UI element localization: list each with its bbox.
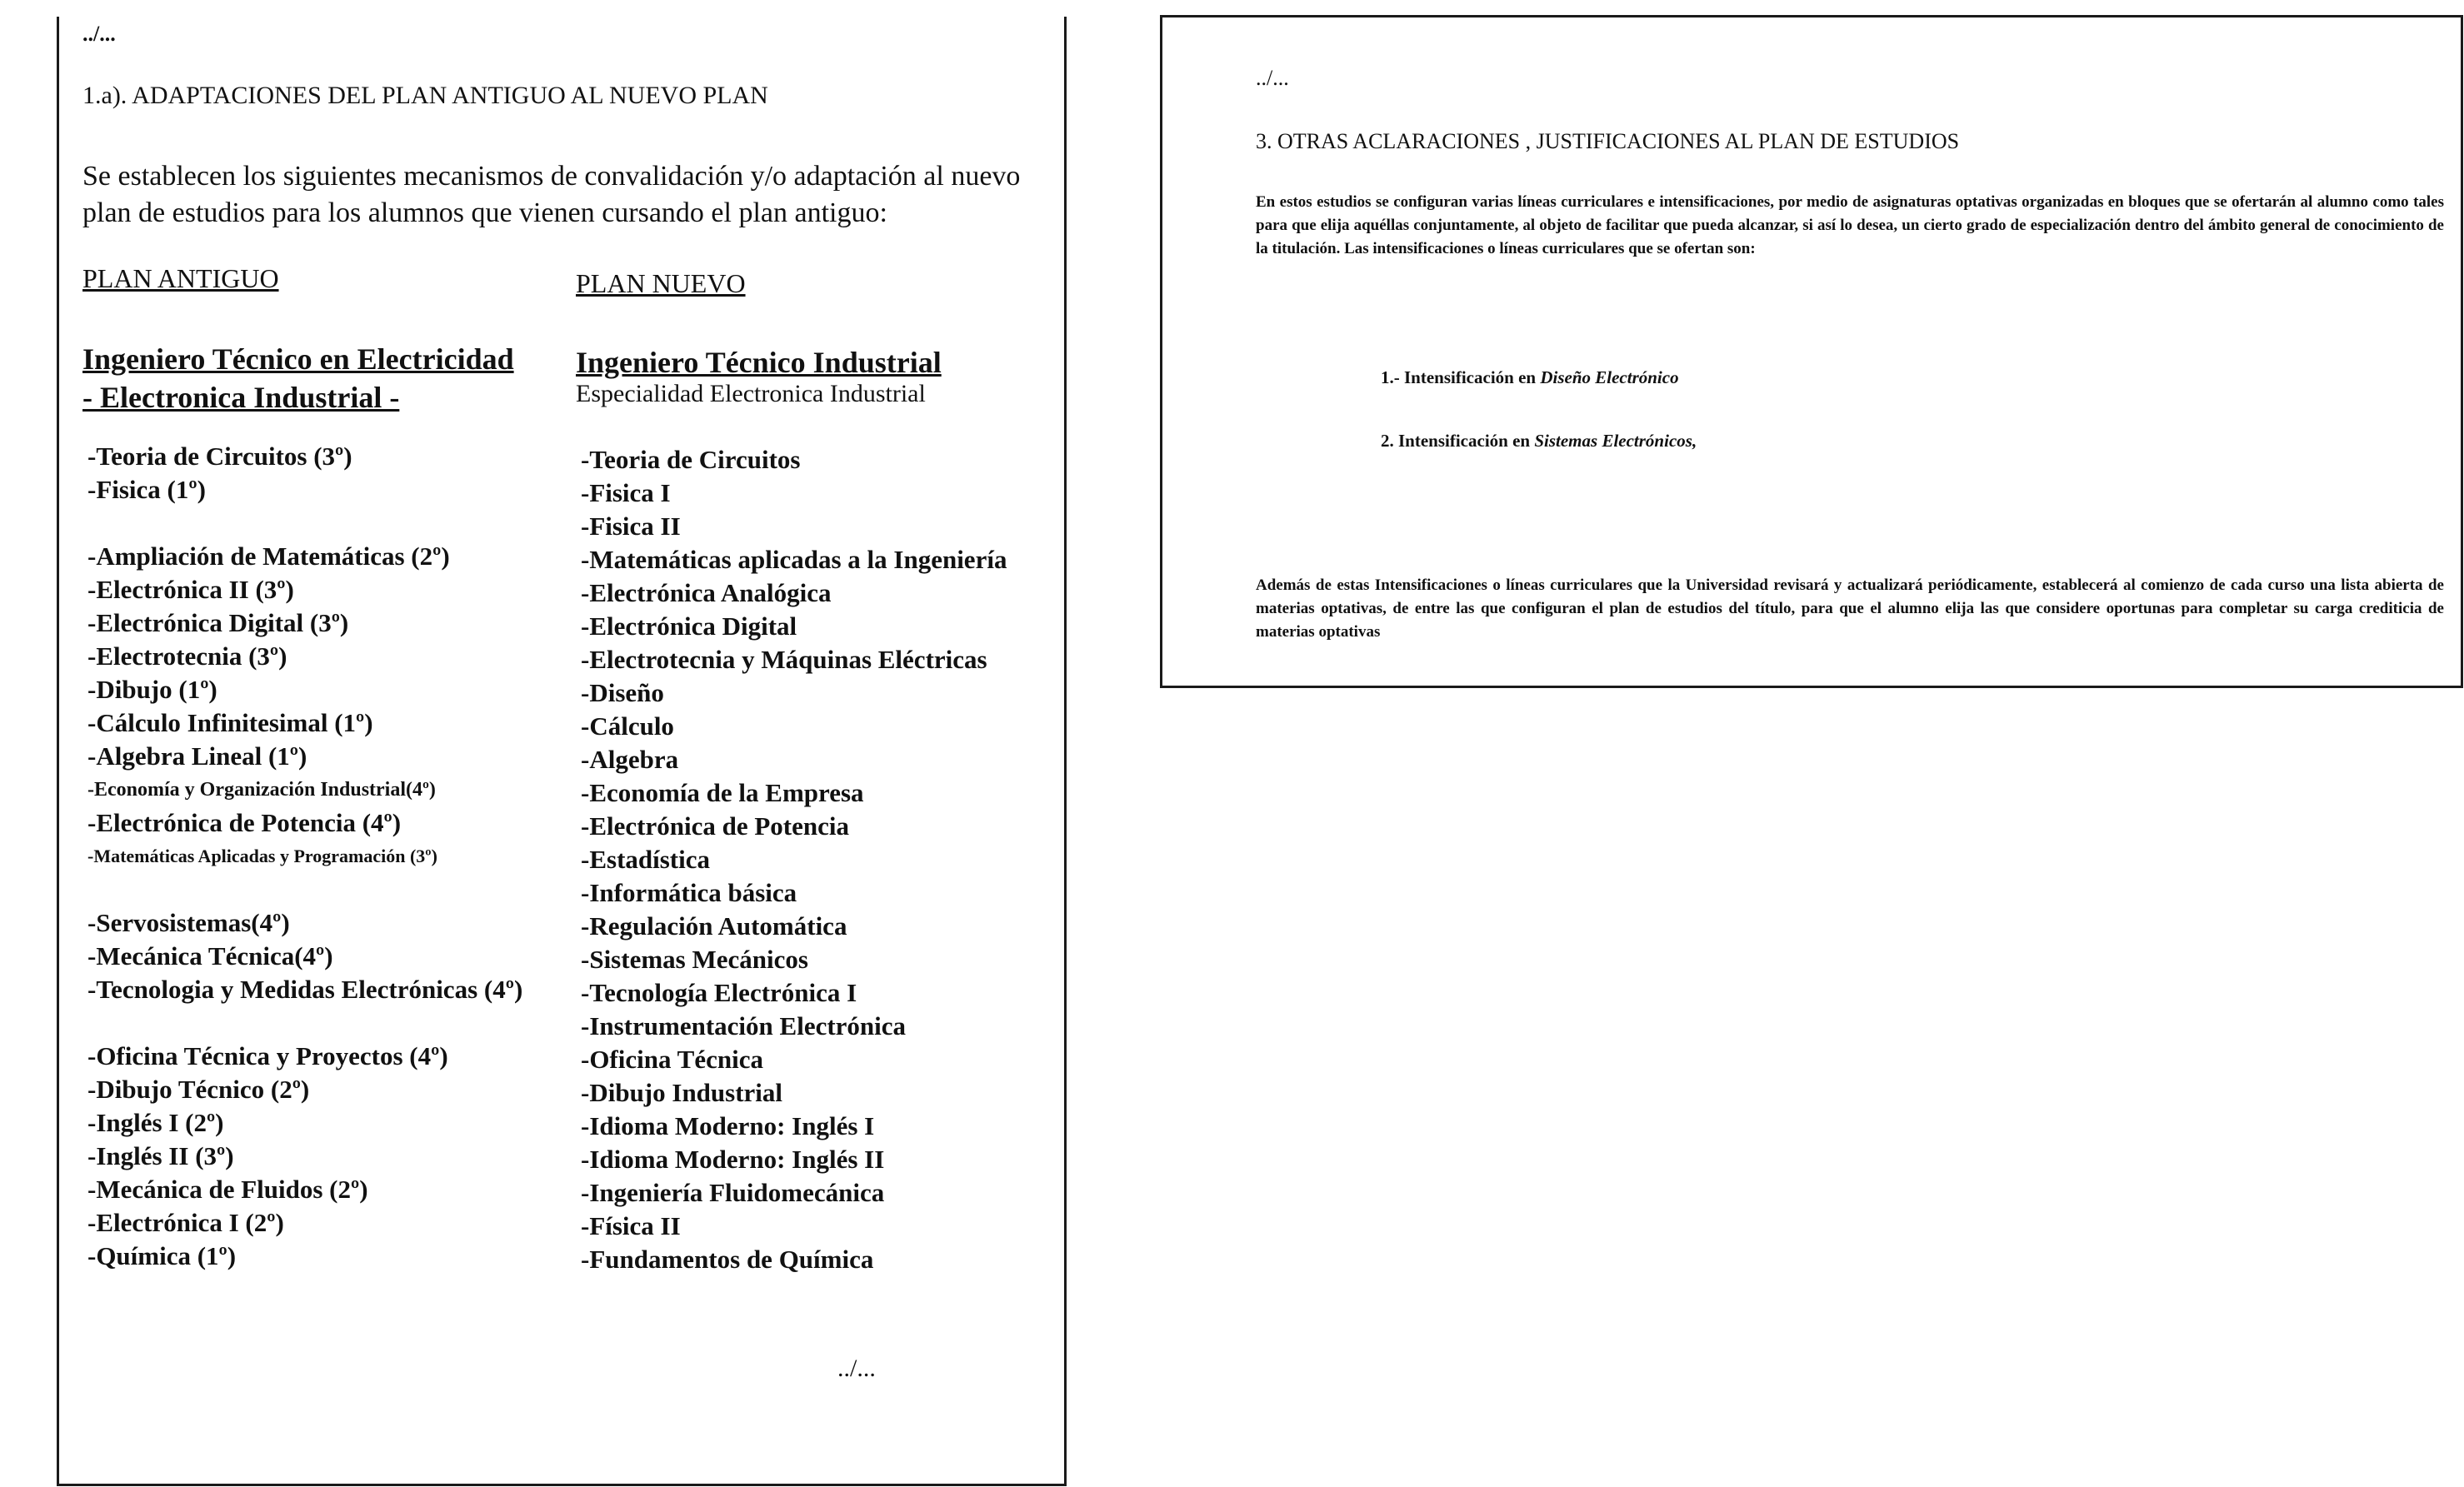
subject-item: -Cálculo xyxy=(581,711,674,741)
subject-item: -Servosistemas(4º) xyxy=(87,908,290,937)
continuation-mark-bottom: ../... xyxy=(837,1355,876,1382)
subject-item: -Fisica (1º) xyxy=(87,475,206,504)
subject-item: -Inglés I (2º) xyxy=(87,1108,224,1137)
subject-item: -Fisica I xyxy=(581,478,671,507)
subject-item: -Algebra xyxy=(581,745,679,774)
subject-item: -Informática básica xyxy=(581,878,797,907)
subject-item: -Ampliación de Matemáticas (2º) xyxy=(87,541,450,571)
subject-item: -Electrotecnia (3º) xyxy=(87,641,287,671)
subject-item: -Electrónica II (3º) xyxy=(87,575,294,604)
subject-item: -Electrotecnia y Máquinas Eléctricas xyxy=(581,645,987,674)
subject-item: -Oficina Técnica xyxy=(581,1045,763,1074)
subject-item: -Sistemas Mecánicos xyxy=(581,945,808,974)
section-title-aclaraciones: 3. OTRAS ACLARACIONES , JUSTIFICACIONES AL PLAN DE ESTUDIOS xyxy=(1256,129,1960,153)
subject-item: -Idioma Moderno: Inglés I xyxy=(581,1111,875,1140)
subject-item: -Física II xyxy=(581,1211,681,1240)
subject-item: -Química (1º) xyxy=(87,1241,237,1270)
list-spacer xyxy=(87,1006,522,1040)
intensification-item-1 xyxy=(1381,367,1679,388)
new-plan-header: PLAN NUEVO xyxy=(576,268,746,298)
subject-item: -Cálculo Infinitesimal (1º) xyxy=(87,708,373,737)
subject-item: -Tecnología Electrónica I xyxy=(581,978,857,1007)
new-degree-subtitle: Especialidad Electronica Industrial xyxy=(576,380,926,407)
subject-item: -Economía de la Empresa xyxy=(581,778,864,807)
subject-item: -Teoria de Circuitos (3º) xyxy=(87,442,352,471)
subject-item: -Tecnologia y Medidas Electrónicas (4º) xyxy=(87,975,523,1004)
subject-item: -Electrónica Digital (3º) xyxy=(87,608,349,637)
subject-item: -Matemáticas Aplicadas y Programación (3º) xyxy=(87,846,437,866)
subject-item: -Estadística xyxy=(581,845,710,874)
item1-prefix: 1.- Intensificación en xyxy=(1381,367,1541,387)
item1-emphasis: Diseño Electrónico xyxy=(1540,367,1679,387)
continuation-mark-right: ../... xyxy=(1256,66,1289,90)
optional-subjects-paragraph: Además de estas Intensificaciones o líneas curriculares que la Universidad revisará y actualizará periódicamente, establecerá al comienzo de cada curso una lista abierta de materias optativas, de entre las que configuran el plan de estudios del título, para que el alumno elija las que considere oportunas para completar su carga crediticia de materias optativas xyxy=(1256,576,2444,641)
new-subjects-list xyxy=(581,443,1007,1276)
subject-item: -Teoria de Circuitos xyxy=(581,445,801,474)
subject-item: -Mecánica de Fluidos (2º) xyxy=(87,1175,368,1204)
subject-item: -Inglés II (3º) xyxy=(87,1141,234,1170)
subject-item: -Idioma Moderno: Inglés II xyxy=(581,1145,885,1174)
new-degree-title: Ingeniero Técnico Industrial xyxy=(576,346,942,379)
item2-emphasis: Sistemas Electrónicos, xyxy=(1534,431,1697,451)
subject-item: -Matemáticas aplicadas a la Ingeniería xyxy=(581,545,1007,574)
section-title-adaptaciones: 1.a). ADAPTACIONES DEL PLAN ANTIGUO AL NUEVO PLAN xyxy=(82,82,768,109)
subject-item: -Algebra Lineal (1º) xyxy=(87,741,307,771)
subject-item: -Diseño xyxy=(581,678,664,707)
old-degree-line1: Ingeniero Técnico en Electricidad xyxy=(82,342,514,376)
subject-item: -Dibujo Industrial xyxy=(581,1078,783,1107)
subject-item: -Electrónica I (2º) xyxy=(87,1208,284,1237)
intensification-paragraph: En estos estudios se configuran varias líneas curriculares e intensificaciones, por medio de asignaturas optativas organizadas en bloques que se ofertarán al alumno como tales para que elija aquéllas conjuntamente, al objeto de facilitar que pueda alcanzar, si así lo desea, un cierto grado de especialización dentro del ámbito general de conocimiento de la titulación. Las intensificaciones o líneas curriculares que se ofertan son: xyxy=(1256,193,2444,257)
subject-item: -Instrumentación Electrónica xyxy=(581,1011,907,1040)
subject-item: -Electrónica Digital xyxy=(581,611,797,641)
subject-item: -Electrónica Analógica xyxy=(581,578,832,607)
old-degree-title xyxy=(82,340,514,417)
subject-item: -Fundamentos de Química xyxy=(581,1245,874,1274)
old-plan-header: PLAN ANTIGUO xyxy=(82,263,279,293)
intro-paragraph: Se establecen los siguientes mecanismos de convalidación y/o adaptación al nuevo plan de estudios para los alumnos que vienen cursando el plan antiguo: xyxy=(82,161,1021,228)
subject-item: -Regulación Automática xyxy=(581,911,847,941)
subject-item: -Dibujo (1º) xyxy=(87,675,217,704)
old-degree-line2: - Electronica Industrial - xyxy=(82,381,400,414)
item2-prefix: 2. Intensificación en xyxy=(1381,431,1535,451)
subject-item: -Ingeniería Fluidomecánica xyxy=(581,1178,885,1207)
list-spacer xyxy=(87,873,522,906)
subject-item: -Electrónica de Potencia xyxy=(581,811,849,841)
subject-item: -Mecánica Técnica(4º) xyxy=(87,941,333,971)
subject-item: -Economía y Organización Industrial(4º) xyxy=(87,779,436,801)
subject-item: -Fisica II xyxy=(581,511,681,541)
intensification-item-2 xyxy=(1381,431,1697,452)
subject-item: -Oficina Técnica y Proyectos (4º) xyxy=(87,1041,448,1070)
subject-item: -Electrónica de Potencia (4º) xyxy=(87,808,402,837)
right-document-page xyxy=(1160,15,2463,688)
list-spacer xyxy=(87,506,522,540)
left-document-page xyxy=(57,17,1067,1486)
continuation-mark-top: ../... xyxy=(82,22,116,46)
subject-item: -Dibujo Técnico (2º) xyxy=(87,1075,310,1104)
old-subjects-list xyxy=(87,440,522,1273)
